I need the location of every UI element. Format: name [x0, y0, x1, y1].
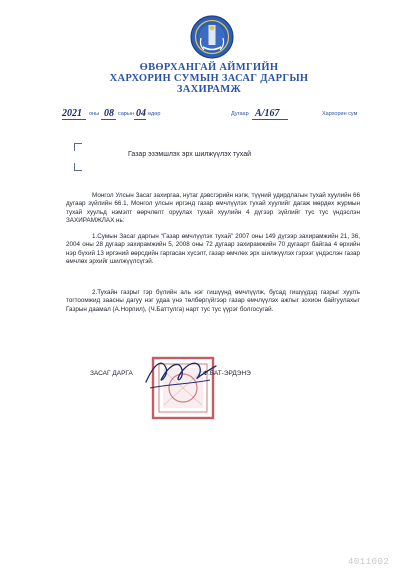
document-meta-row [0, 108, 418, 127]
signer-name: Ф.БАТ-ЭРДЭНЭ [203, 370, 251, 377]
date-day-suffix: өдөр [148, 111, 161, 117]
document-subject: Газар эзэмшлэх эрх шилжүүлэх тухай [128, 151, 252, 158]
date-year: 2021 [62, 108, 82, 119]
document-number: А/167 [255, 108, 280, 119]
issue-place: Хархорин сум [322, 111, 358, 117]
date-month: 08 [104, 108, 114, 119]
state-emblem-icon [189, 14, 235, 60]
document-type-title: ЗАХИРАМЖ [176, 84, 242, 95]
signer-title: ЗАСАГ ДАРГА [90, 370, 133, 377]
body-item-2: 2.Тухайн газрыг гэр бүлийн аль нэг гишүүнд өмчлүүлж, бусад гишүүдэд газрыг хуулъ тогтоомжид заасны дагуу нэг удаа үнэ төлбөргүйгээр газар өмчлүүлэх ажлыг зохион байгуулахыг Газрын даамал (А.Норпил), (Ч.Баттулга) нарт тус тус үүрэг болгосугай. [66, 289, 360, 313]
document-number-underline [252, 119, 288, 120]
date-month-suffix: сарын [118, 111, 134, 117]
date-year-underline [62, 119, 86, 120]
date-month-underline [101, 119, 116, 120]
date-day-underline [134, 119, 146, 120]
body-preamble: Монгол Улсын Засаг захиргаа, нутаг дэвсгэрийн нэгж, түүний удирдлагын тухай хуулийн 66 дугаар зүйлийн 66.1, Монгол улсын иргэнд газар өмчлүүлэх тухай хуулийг дагаж мөрдөх журмын тухай хуульд нэмэлт өөрчлөлт оруулах тухай хуулийн 4 дүгээр зүйлийг тус тус үндэслэн ЗАХИРАМЖЛАХ нь: [66, 192, 360, 225]
date-day: 04 [136, 108, 146, 119]
date-year-suffix: оны [89, 111, 100, 117]
document-serial-number: 4011002 [348, 557, 390, 567]
number-label: Дугаар [231, 111, 249, 117]
subject-bracket-bottom [74, 163, 82, 171]
issuing-authority-line2: ХАРХОРИН СУМЫН ЗАСАГ ДАРГЫН [109, 73, 309, 84]
subject-bracket-top [74, 143, 82, 151]
body-item-1: 1.Сумын Засаг даргын “Газар өмчлүүлэх тухай” 2007 оны 149 дүгээр захирамжийн 21, 36, 2004 оны 28 дугаар захирамжийн 5, 2008 оны 72 дугаар захирамжийн 70 дугаарт байгаа 4 өрхийн нэр бүхий 13 иргэний өөрсдийн гаргасан хүсэлт, газар өмчлөх эрх шилжүүлэх гэрээг үндэслэн газар өмчлөх эрхийг шилжүүлсүгэй. [66, 233, 360, 266]
issuing-authority-line1: ӨВӨРХАНГАЙ АЙМГИЙН [139, 62, 279, 73]
